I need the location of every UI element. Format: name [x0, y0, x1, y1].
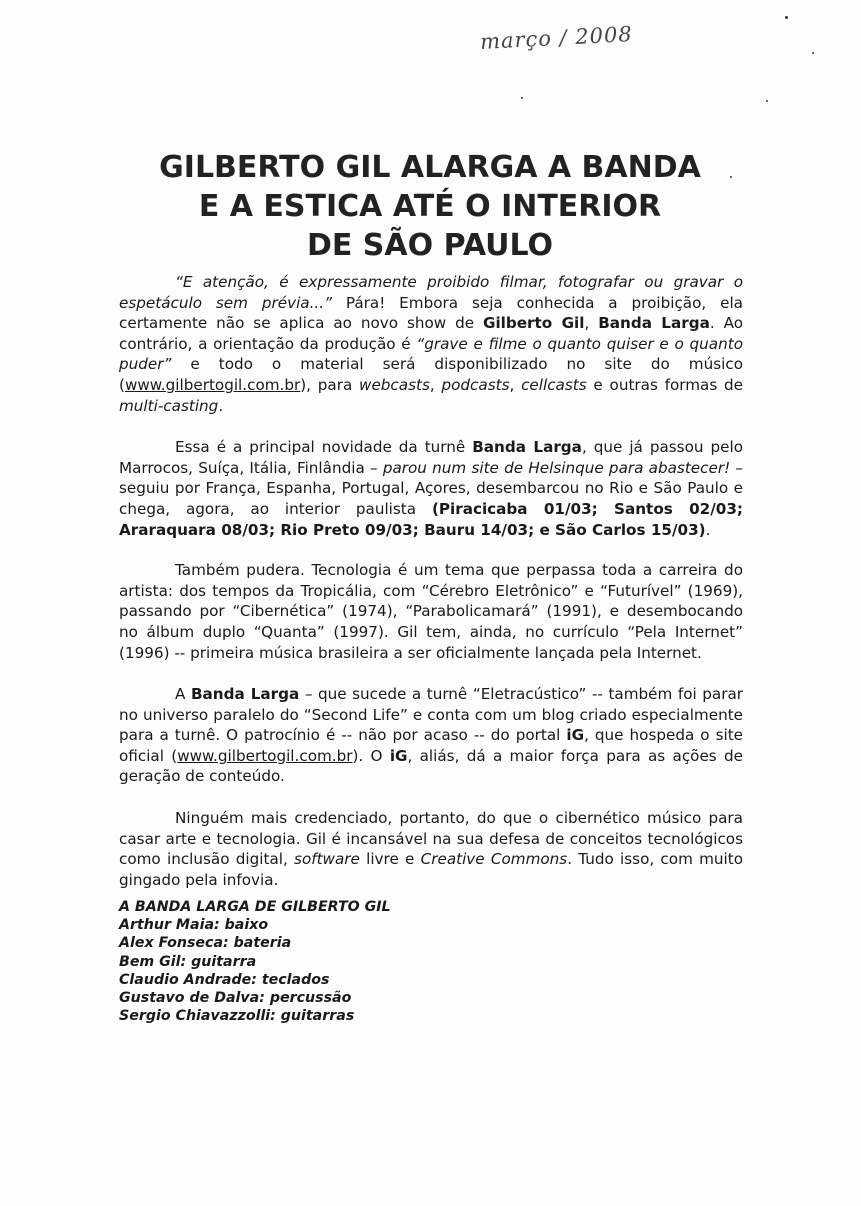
- text: Ninguém mais credenciado, portanto, do que o cibernético músico para casar arte e tecnologia. Gil é incansável na sua defesa de conceitos tecnológicos como inclusão digital,: [119, 809, 743, 869]
- show-name: Banda Larga: [472, 438, 582, 457]
- aside: parou num site de Helsinque para abastecer!: [382, 458, 731, 477]
- handwritten-date: março / 2008: [479, 22, 634, 54]
- show-name: Banda Larga: [190, 685, 300, 704]
- text: ,: [429, 375, 442, 394]
- scan-speck: [521, 97, 523, 99]
- show-name: Banda Larga: [598, 314, 710, 333]
- text: ,: [584, 314, 599, 333]
- site-link[interactable]: www.gilbertogil.com.br: [177, 746, 353, 765]
- title-line-2: E A ESTICA ATÉ O INTERIOR: [198, 189, 662, 224]
- text: Pára! Embora seja conhecida a proibição, ela certamente não se aplica ao novo show de: [119, 293, 743, 333]
- paragraph-3: Também pudera. Tecnologia é um tema que perpassa toda a carreira do artista: dos tempos da Tropicália, com “Cérebro Eletrônico” e “Futurível” (1969), passando por “Cibernética” (1974), “Parabolicamará” (1991), e desembocando no álbum duplo “Quanta” (1997). Gil tem, ainda, no currículo “Pela Internet” (1996) -- primeira música brasileira a ser oficialmente lançada pela Internet.: [119, 561, 743, 662]
- scan-speck: [812, 52, 814, 54]
- credit-line: Gustavo de Dalva: percussão: [119, 990, 352, 1007]
- term: cellcasts: [521, 375, 587, 394]
- credit-line: Sergio Chiavazzolli: guitarras: [119, 1008, 355, 1025]
- site-link[interactable]: www.gilbertogil.com.br: [124, 375, 301, 394]
- credit-line: Alex Fonseca: bateria: [119, 935, 292, 952]
- text: , aliás, dá a maior força para as ações de geração de conteúdo.: [119, 746, 743, 786]
- term: software: [294, 850, 360, 869]
- text: e todo o material será disponibilizado no site do músico (: [119, 355, 743, 394]
- credits-heading: A BANDA LARGA DE GILBERTO GIL: [119, 899, 391, 915]
- text: .: [705, 520, 711, 539]
- text: – que sucede a turnê “Eletracústico” -- também foi parar no universo paralelo do “Second Life” e conta com um blog criado especialmente para a turnê. O patrocínio é -- não por acaso -- do portal: [119, 685, 743, 745]
- portal-name: iG: [389, 746, 408, 765]
- text: e outras formas de: [586, 375, 743, 394]
- scan-speck: [785, 16, 788, 19]
- paragraph-2: [119, 437, 743, 540]
- tour-dates: (Piracicaba 01/03; Santos 02/03; Araraquara 08/03; Rio Preto 09/03; Bauru 14/03; e São Carlos 15/03): [119, 499, 743, 539]
- band-credits: [119, 898, 519, 1025]
- term: multi-casting: [119, 396, 219, 415]
- scan-speck: [730, 176, 732, 178]
- text: , que hospeda o site oficial (: [119, 726, 744, 765]
- text: ,: [509, 375, 522, 394]
- term: Creative Commons: [420, 850, 568, 869]
- text: . Tudo isso, com muito gingado pela infovia.: [119, 850, 743, 889]
- credit-line: Claudio Andrade: teclados: [119, 971, 330, 988]
- paragraph-1: [119, 272, 743, 416]
- credit-line: Arthur Maia: baixo: [119, 917, 269, 934]
- opening-quote: “E atenção, é expressamente proibido filmar, fotografar ou gravar o espetáculo sem prévia...”: [119, 273, 743, 312]
- text: , que já passou pelo Marrocos, Suíça, Itália, Finlândia –: [119, 438, 743, 477]
- term: webcasts: [359, 375, 430, 394]
- credit-line: Bem Gil: guitarra: [119, 953, 257, 970]
- paragraph-5: [119, 808, 743, 890]
- production-quote: “grave e filme o quanto quiser e o quanto puder”: [119, 334, 743, 374]
- portal-name: iG: [566, 726, 585, 745]
- text: A: [175, 685, 191, 704]
- text: Essa é a principal novidade da turnê: [175, 438, 473, 457]
- scan-speck: [766, 100, 768, 102]
- article-body: [119, 272, 743, 911]
- artist-name: Gilberto Gil: [482, 314, 585, 333]
- text: ). O: [352, 746, 390, 765]
- title-line-3: DE SÃO PAULO: [306, 228, 554, 263]
- term: podcasts: [441, 375, 510, 394]
- paragraph-4: [119, 684, 743, 787]
- text: livre e: [359, 850, 421, 869]
- text: – seguiu por França, Espanha, Portugal, Açores, desembarcou no Rio e São Paulo e chega, agora, ao interior paulista: [119, 458, 743, 518]
- text: ), para: [300, 375, 360, 394]
- page-title: [110, 148, 750, 265]
- text: .: [218, 396, 224, 415]
- title-line-1: GILBERTO GIL ALARGA A BANDA: [159, 150, 701, 185]
- text: . Ao contrário, a orientação da produção é: [119, 314, 743, 353]
